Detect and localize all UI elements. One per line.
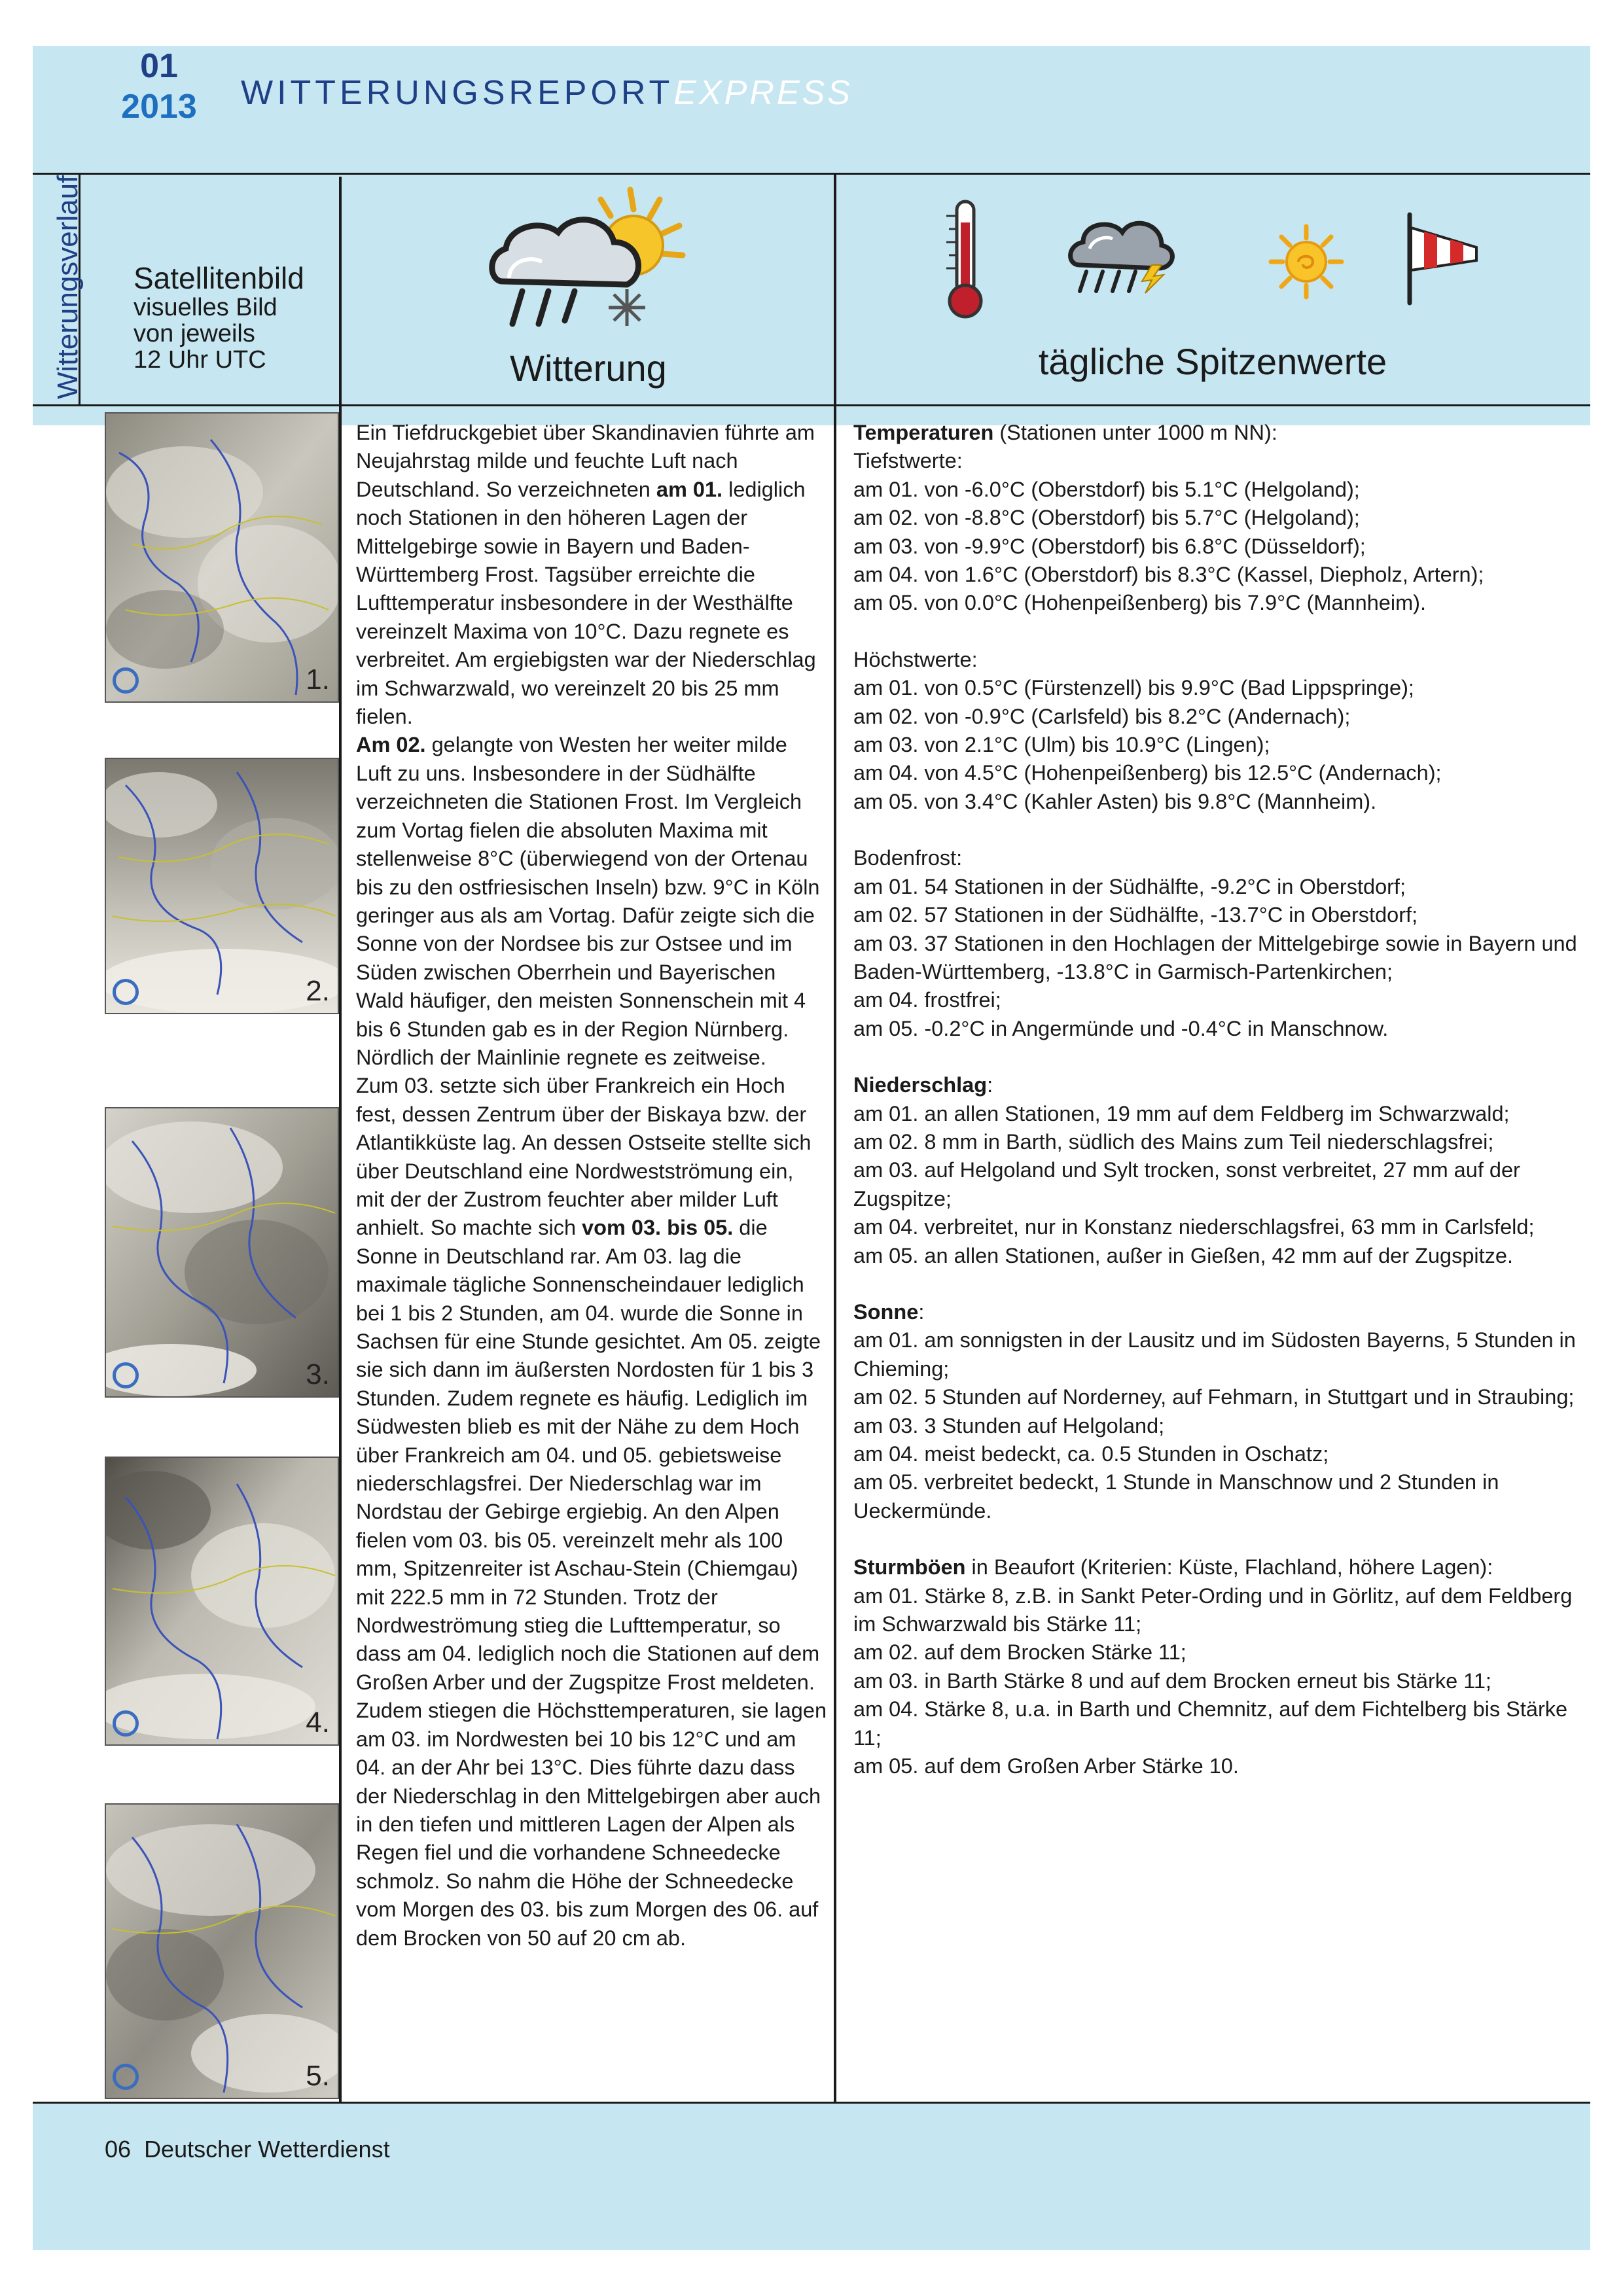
peak-value-line [853, 476, 1580, 504]
table-header-rule [33, 404, 1590, 406]
peak-text: am 05. an allen Stationen, außer in Gießen, 42 mm auf der Zugspitze. [853, 1243, 1514, 1267]
peak-value-line [853, 1071, 1580, 1099]
peak-value-line [853, 901, 1580, 929]
peak-text: am 03. auf Helgoland und Sylt trocken, sonst verbreitet, 27 mm auf der Zugspitze; [853, 1158, 1520, 1210]
peak-text: am 02. 8 mm in Barth, südlich des Mains zum Teil niederschlagsfrei; [853, 1129, 1494, 1154]
narrative-date-emphasis: am 01. [656, 477, 723, 501]
peak-text: (Stationen unter 1000 m NN): [993, 421, 1277, 444]
peak-text: am 01. von 0.5°C (Fürstenzell) bis 9.9°C (Bad Lippspringe); [853, 676, 1414, 700]
peak-text: am 01. an allen Stationen, 19 mm auf dem Feldberg im Schwarzwald; [853, 1101, 1510, 1125]
satellite-number: 2. [306, 975, 330, 1007]
peak-text: Höchstwerte: [853, 647, 978, 671]
peak-value-line [853, 589, 1580, 617]
peak-value-line [853, 731, 1580, 759]
peak-text: am 04. von 1.6°C (Oberstdorf) bis 8.3°C (Kassel, Diepholz, Artern); [853, 563, 1484, 587]
peak-text: am 01. von -6.0°C (Oberstdorf) bis 5.1°C (Helgoland); [853, 477, 1360, 501]
peak-value-line [853, 703, 1580, 731]
peak-value-line [853, 1242, 1580, 1270]
peak-text: am 01. 54 Stationen in der Südhälfte, -9.2°C in Oberstdorf; [853, 874, 1406, 898]
peak-text: am 05. von 3.4°C (Kahler Asten) bis 9.8°C (Mannheim). [853, 789, 1377, 813]
peak-value-line [853, 1128, 1580, 1156]
thermometer-icon [940, 196, 992, 321]
narrative-text: die Sonne in Deutschland rar. Am 03. lag die maximale tägliche Sonnenscheindauer lediglich bei 1 bis 2 Stunden, am 04. wurde die Sonne in Sachsen für eine Stunde gesichtet. Am 05. zeigte sie sich dann im äußersten Nordosten für 1 bis 3 Stunden. Zudem regnete es häufig. Lediglich im Südwesten blieb es mit der Nähe zu dem Hoch über Frankreich am 04. und 05. gebietsweise niederschlagsfrei. Der Niederschlag war im Nordstau der Gebirge ergiebig. An den Alpen fielen vom 03. bis 05. vereinzelt mehr als 100 mm, Spitzenreiter ist Aschau-Stein (Chiemgau) mit 222.5 mm in 72 Stunden. Trotz der Nordweströmung stieg die Lufttemperatur, so dass am 04. lediglich noch die Stationen auf dem Großen Arber und der Zugspitze Frost meldeten. Zudem stiegen die Höchsttemperaturen, sie lagen am 03. im Nordwesten bei 10 bis 12°C und am 04. an der Ahr bei 13°C. Dies führte dazu dass der Niederschlag in den Mittelgebirgen aber auch in den tiefen und mittleren Lagen der Alpen als Regen fiel und die vorhandene Schneedecke schmolz. So nahm die Höhe der Schneedecke vom Morgen des 03. bis zum Morgen des 06. auf dem Brocken von 50 auf 20 cm ab. [356, 1216, 827, 1950]
peak-text: am 04. von 4.5°C (Hohenpeißenberg) bis 12.5°C (Andernach); [853, 761, 1442, 785]
peak-value-line [853, 788, 1580, 816]
peak-value-line [853, 1326, 1580, 1383]
satellite-subtitle-1: visuelles Bild [134, 294, 277, 321]
spacer [853, 816, 1580, 844]
peak-value-line [853, 873, 1580, 901]
page-footer [105, 2136, 390, 2163]
issue-month: 01 [140, 47, 178, 85]
narrative-date-emphasis: Am 02. [356, 733, 426, 757]
satellite-logo-icon [113, 1710, 139, 1737]
peak-value-line [853, 1752, 1580, 1780]
peak-text: am 05. auf dem Großen Arber Stärke 10. [853, 1754, 1239, 1778]
title-express: EXPRESS [673, 74, 853, 112]
peak-value-line [853, 759, 1580, 787]
issue-number [116, 46, 202, 127]
spacer [853, 1525, 1580, 1553]
satellite-logo-icon [113, 979, 139, 1005]
satellite-subtitle-2: von jeweils [134, 320, 255, 347]
peak-value-line [853, 1383, 1580, 1411]
peak-value-line [853, 1100, 1580, 1128]
peak-value-line [853, 1638, 1580, 1667]
satellite-number: 5. [306, 2060, 330, 2092]
peak-value-line [853, 844, 1580, 872]
page-number: 06 [105, 2136, 132, 2163]
sun-icon [1267, 222, 1346, 301]
peak-text: Bodenfrost: [853, 846, 963, 870]
peak-value-line [853, 1468, 1580, 1525]
spacer [853, 1043, 1580, 1071]
satellite-logo-icon [113, 1362, 139, 1388]
peak-value-line [853, 533, 1580, 561]
peak-text: am 01. am sonnigsten in der Lausitz und im Südosten Bayerns, 5 Stunden in Chieming; [853, 1328, 1576, 1381]
satellite-logo-icon [113, 2064, 139, 2090]
title-main: WITTERUNGSREPORT [241, 74, 674, 112]
peak-text: : [987, 1073, 993, 1097]
sidebar-label: Witterungsverlauf [52, 175, 84, 399]
peak-value-line [853, 646, 1580, 674]
peak-value-line [853, 1156, 1580, 1213]
column-divider-1 [339, 177, 342, 2103]
satellite-subtitle-3: 12 Uhr UTC [134, 346, 266, 374]
satellite-image-5 [105, 1803, 339, 2099]
section-heading: Sonne [853, 1299, 919, 1324]
peak-text: am 03. von -9.9°C (Oberstdorf) bis 6.8°C (Düsseldorf); [853, 534, 1366, 558]
peak-text: in Beaufort (Kriterien: Küste, Flachland, höhere Lagen): [965, 1555, 1493, 1580]
satellite-number: 4. [306, 1706, 330, 1739]
peak-value-line [853, 1440, 1580, 1468]
satellite-image-1 [105, 412, 339, 703]
spacer [853, 618, 1580, 646]
peak-value-line [853, 1667, 1580, 1695]
peak-text: am 02. 57 Stationen in der Südhälfte, -13.7°C in Oberstdorf; [853, 903, 1418, 927]
satellite-number: 3. [306, 1358, 330, 1390]
satellite-title: Satellitenbild [134, 261, 304, 295]
peak-text: am 02. 5 Stunden auf Norderney, auf Fehmarn, in Stuttgart und in Straubing; [853, 1385, 1575, 1409]
section-heading: Niederschlag [853, 1073, 988, 1097]
peak-value-line [853, 419, 1580, 447]
peak-value-line [853, 447, 1580, 475]
peak-text: am 05. -0.2°C in Angermünde und -0.4°C in Manschnow. [853, 1016, 1389, 1040]
peak-text: am 02. von -0.9°C (Carlsfeld) bis 8.2°C (Andernach); [853, 704, 1351, 728]
satellite-logo-icon [113, 667, 139, 694]
spacer [853, 1270, 1580, 1298]
peak-value-line [853, 1298, 1580, 1326]
footer-band [33, 2103, 1590, 2250]
weather-column-title: Witterung [510, 347, 667, 389]
peak-value-line [853, 1015, 1580, 1043]
peak-text: am 04. meist bedeckt, ca. 0.5 Stunden in Oschatz; [853, 1442, 1329, 1466]
table-bottom-rule [33, 2102, 1590, 2104]
peak-value-line [853, 1412, 1580, 1440]
peak-text: am 02. auf dem Brocken Stärke 11; [853, 1640, 1186, 1665]
narrative-text: Zum 03. setzte sich über Frankreich ein Hoch fest, dessen Zentrum über der Biskaya bzw. der Atlantikküste lag. An dessen Ostseite stellte sich über Deutschland eine Nordwestströmung ein, mit der der Zustrom feuchter aber milder Luft anhielt. So machte sich [356, 1074, 812, 1240]
publisher-name: Deutscher Wetterdienst [144, 2136, 390, 2163]
section-heading: Sturmböen [853, 1555, 966, 1580]
satellite-image-4 [105, 1457, 339, 1746]
page-title [241, 73, 853, 113]
peak-text: am 03. von 2.1°C (Ulm) bis 10.9°C (Lingen); [853, 733, 1270, 757]
column-divider-2 [834, 173, 836, 2103]
peak-text: am 03. 3 Stunden auf Helgoland; [853, 1413, 1165, 1438]
peak-value-line [853, 561, 1580, 589]
issue-year: 2013 [121, 88, 197, 126]
section-heading: Temperaturen [853, 421, 994, 444]
peak-value-line [853, 1695, 1580, 1752]
peak-text: am 03. in Barth Stärke 8 und auf dem Brocken erneut bis Stärke 11; [853, 1669, 1491, 1693]
peak-value-line [853, 930, 1580, 987]
windsock-icon [1398, 208, 1483, 306]
peak-text: Tiefstwerte: [853, 449, 963, 473]
peak-text: am 01. Stärke 8, z.B. in Sankt Peter-Ording und in Görlitz, auf dem Feldberg im Schwarzwald bis Stärke 11; [853, 1583, 1573, 1636]
peak-text: am 05. verbreitet bedeckt, 1 Stunde in Manschnow und 2 Stunden in Ueckermünde. [853, 1470, 1499, 1523]
peak-value-line [853, 986, 1580, 1014]
peak-text: am 04. frostfrei; [853, 988, 1001, 1012]
peak-text: : [918, 1299, 925, 1324]
satellite-number: 1. [306, 663, 330, 696]
peak-text: am 05. von 0.0°C (Hohenpeißenberg) bis 7.9°C (Mannheim). [853, 591, 1427, 615]
weather-narrative [356, 419, 827, 1952]
peak-text: am 03. 37 Stationen in den Hochlagen der Mittelgebirge sowie in Bayern und Baden-Württemberg, -13.8°C in Garmisch-Partenkirchen; [853, 931, 1577, 983]
satellite-image-3 [105, 1107, 339, 1398]
peak-value-line [853, 504, 1580, 532]
satellite-image-2 [105, 758, 339, 1014]
narrative-text: lediglich noch Stationen in den höheren Lagen der Mittelgebirge sowie in Bayern und Baden-Württemberg Frost. Tagsüber erreichte die Lufttemperatur insbesondere in der Westhälfte vereinzelt Maxima von 10°C. Dazu regnete es verbreitet. Am ergiebigsten war der Niederschlag im Schwarzwald, wo vereinzelt 20 bis 25 mm fielen. [356, 477, 816, 729]
narrative-date-emphasis: vom 03. bis 05. [582, 1216, 734, 1240]
narrative-text: Ein Tiefdruckgebiet über Skandinavien führte am Neujahrstag milde und feuchte Luft nach Deutschland. So verzeichneten [356, 421, 815, 501]
peak-value-line [853, 674, 1580, 702]
header-rule [33, 173, 1590, 175]
peak-text: am 04. Stärke 8, u.a. in Barth und Chemnitz, auf dem Fichtelberg bis Stärke 11; [853, 1697, 1568, 1750]
cloud-sun-snow-icon [483, 183, 699, 340]
peak-values-list [853, 419, 1580, 1780]
storm-cloud-icon [1067, 209, 1178, 294]
peaks-column-title: tägliche Spitzenwerte [1038, 341, 1387, 382]
narrative-text: gelangte von Westen her weiter milde Luft zu uns. Insbesondere in der Südhälfte verzeichneten die Stationen Frost. Im Vergleich zum Vortag fielen die absoluten Maxima mit stellenweise 8°C (überwiegend von der Ortenau bis zu den ostfriesischen Inseln) bzw. 9°C in Köln geringer aus als am Vortag. Dafür zeigte sich die Sonne von der Nordsee bis zur Ostsee und im Süden zwischen Oberrhein und Bayerischen Wald häufiger, den meisten Sonnenschein mit 4 bis 6 Stunden gab es in der Region Nürnberg. Nördlich der Mainlinie regnete es zeitweise. [356, 733, 820, 1069]
peak-value-line [853, 1582, 1580, 1639]
peak-text: am 02. von -8.8°C (Oberstdorf) bis 5.7°C (Helgoland); [853, 506, 1360, 530]
peak-value-line [853, 1213, 1580, 1241]
peak-text: am 04. verbreitet, nur in Konstanz niederschlagsfrei, 63 mm in Carlsfeld; [853, 1215, 1535, 1239]
peak-value-line [853, 1553, 1580, 1581]
satellite-header [134, 262, 304, 373]
